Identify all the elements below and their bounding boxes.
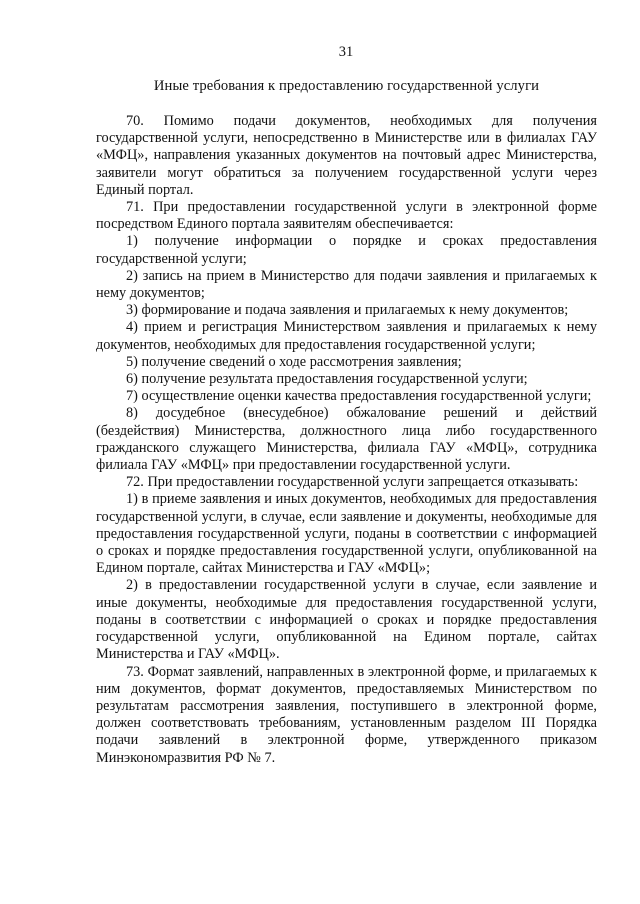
list-item-71-7: 7) осуществление оценки качества предоставления государственной услуги; [126, 388, 592, 405]
section-heading: Иные требования к предоставлению государственной услуги [153, 78, 540, 94]
list-item-72-1: 1) в приеме заявления и иных документов, необходимых для предоставления государственной услуги, в случае, если заявление и документы, необходимые для предоставления государственной услуги, поданы в соответствии с информацией о сроках и порядке предоставления государственной услуги, опубликованной на Едином портале, сайтах Министерства и ГАУ «МФЦ»; [96, 491, 597, 577]
list-item-72-2: 2) в предоставлении государственной услуги в случае, если заявление и иные документы, необходимые для предоставления государственной услуги, поданы в соответствии с информацией о сроках и порядке предоставления государственной услуги, опубликованной на Едином портале, сайтах Министерства и ГАУ «МФЦ». [96, 577, 597, 663]
list-item-71-1: 1) получение информации о порядке и сроках предоставления государственной услуги; [96, 233, 597, 267]
paragraph-70: 70. Помимо подачи документов, необходимых для получения государственной услуги, непосредственно в Министерстве или в филиалах ГАУ «МФЦ», направления указанных документов на почтовый адрес Министерства, заявители могут обратиться за получением государственной услуги через Единый портал. [96, 113, 597, 198]
list-item-71-5: 5) получение сведений о ходе рассмотрения заявления; [126, 353, 462, 370]
paragraph-73: 73. Формат заявлений, направленных в электронной форме, и прилагаемых к ним документов, формат документов, предоставляемых Министерством по результатам рассмотрения заявления, поступившего в электронной форме, должен соответствовать требованиям, установленным разделом III Порядка подачи заявлений в электронной форме, утвержденного приказом Минэкономразвития РФ № 7. [96, 663, 597, 766]
document-body [96, 113, 597, 767]
list-item-71-6: 6) получение результата предоставления государственной услуги; [126, 371, 528, 388]
page-number: 31 [338, 44, 354, 60]
list-item-71-4: 4) прием и регистрация Министерством заявления и прилагаемых к нему документов, необходимых для предоставления государственной услуги; [96, 319, 597, 353]
paragraph-71: 71. При предоставлении государственной услуги в электронной форме посредством Единого портала заявителям обеспечивается: [96, 199, 597, 233]
list-item-71-8: 8) досудебное (внесудебное) обжалование решений и действий (бездействия) Министерства, должностного лица либо государственного гражданского служащего Министерства, филиала ГАУ «МФЦ», сотрудника филиала ГАУ «МФЦ» при предоставлении государственной услуги. [96, 405, 597, 474]
list-item-71-3: 3) формирование и подача заявления и прилагаемых к нему документов; [126, 302, 569, 319]
paragraph-72: 72. При предоставлении государственной услуги запрещается отказывать: [126, 474, 579, 491]
list-item-71-2: 2) запись на прием в Министерство для подачи заявления и прилагаемых к нему документов; [96, 267, 597, 302]
